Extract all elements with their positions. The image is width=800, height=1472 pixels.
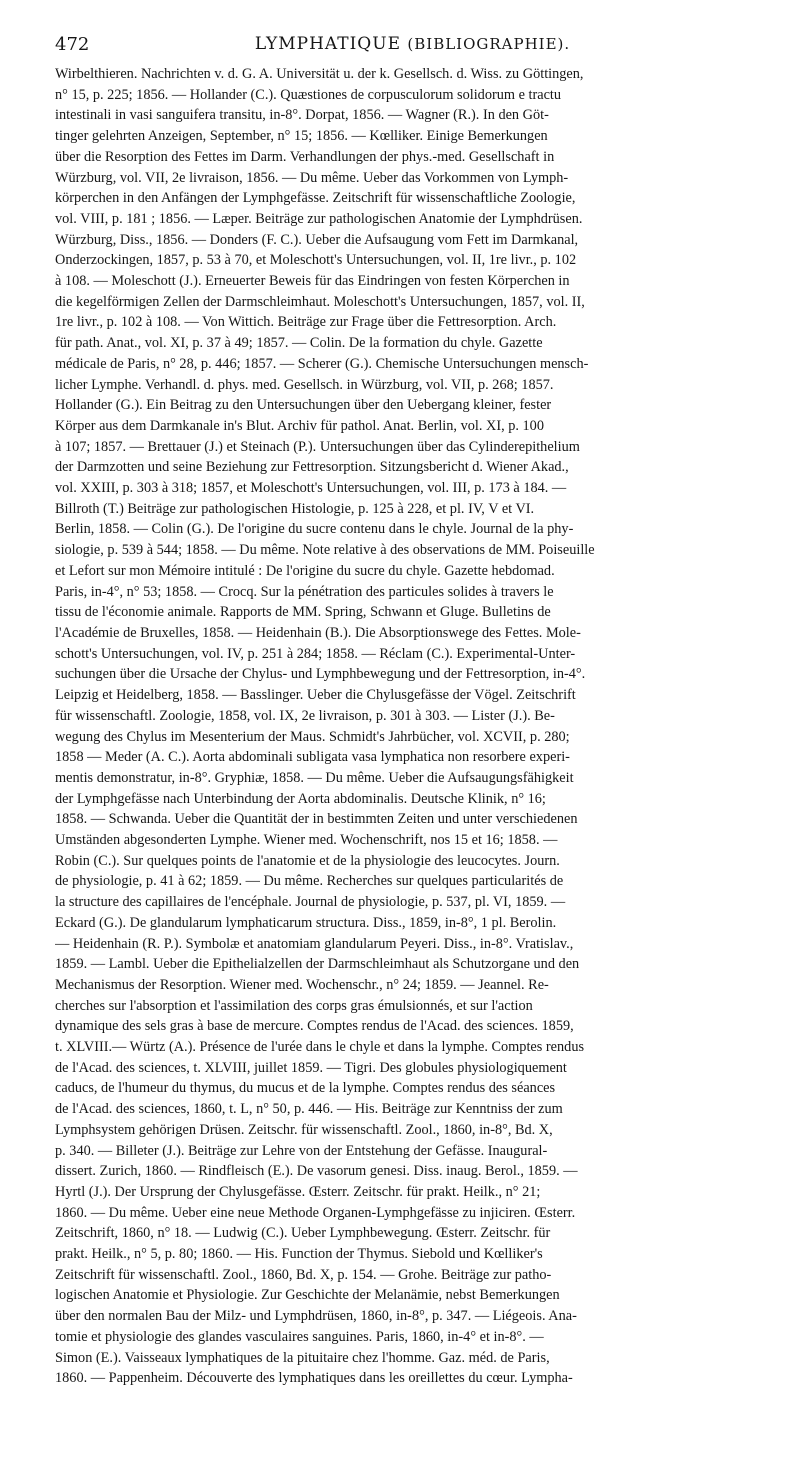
text-line: Onderzockingen, 1857, p. 53 à 70, et Moleschott's Untersuchungen, vol. II, 1re livr., p. 102 [55, 252, 577, 269]
text-line: caducs, de l'humeur du thymus, du mucus et de la lymphe. Comptes rendus des séances [55, 1080, 556, 1097]
text-line: der Lymphgefässe nach Unterbindung der Aorta abdominalis. Deutsche Klinik, n° 16; [55, 790, 546, 807]
text-line: médicale de Paris, n° 28, p. 446; 1857. — Scherer (G.). Chemische Untersuchungen mensch- [55, 355, 589, 372]
text-line: vol. XXIII, p. 303 à 318; 1857, et Moleschott's Untersuchungen, vol. III, p. 173 à 184. — [55, 480, 567, 497]
text-line: der Darmzotten und seine Beziehung zur Fettresorption. Sitzungsbericht d. Wiener Akad., [55, 459, 569, 476]
text-line: logischen Anatomie et Physiologie. Zur Geschichte der Melanämie, nebst Bemerkungen [55, 1287, 560, 1304]
text-line: vol. VIII, p. 181 ; 1856. — Læper. Beiträge zur pathologischen Anatomie der Lymphdrüsen. [55, 210, 583, 227]
text-line: mentis demonstratur, in-8°. Gryphiæ, 1858. — Du même. Ueber die Aufsaugungsfähigkeit [55, 769, 574, 786]
text-line: für path. Anat., vol. XI, p. 37 à 49; 1857. — Colin. De la formation du chyle. Gazette [55, 335, 543, 352]
text-line: Billroth (T.) Beiträge zur pathologischen Histologie, p. 125 à 228, et pl. IV, V et VI. [55, 500, 535, 517]
text-line: schott's Untersuchungen, vol. IV, p. 251 à 284; 1858. — Réclam (C.). Experimental-Unter- [55, 645, 576, 662]
text-line: cherches sur l'absorption et l'assimilation des corps gras émulsionnés, et sur l'action [55, 997, 533, 1014]
text-line: 1859. — Lambl. Ueber die Epithelialzellen der Darmschleimhaut als Schutzorgane und den [55, 956, 580, 973]
running-title-main: LYMPHATIQUE [254, 34, 401, 54]
text-line: Würzburg, Diss., 1856. — Donders (F. C.). Ueber die Aufsaugung vom Fett im Darmkanal, [55, 231, 579, 248]
text-line: suchungen über die Ursache der Chylus- und Lymphbewegung und der Fettresorption, in-4°. [55, 666, 586, 683]
text-line: l'Académie de Bruxelles, 1858. — Heidenhain (B.). Die Absorptionswege des Fettes. Mole- [55, 624, 581, 641]
text-line: n° 15, p. 225; 1856. — Hollander (C.). Quæstiones de corpusculorum solidorum e tractu [55, 86, 562, 103]
text-line: la structure des capillaires de l'encéphale. Journal de physiologie, p. 537, pl. VI, 1859. — [55, 894, 566, 911]
text-line: Hyrtl (J.). Der Ursprung der Chylusgefässe. Œsterr. Zeitschr. für prakt. Heilk., n° 21; [55, 1183, 541, 1200]
text-line: à 108. — Moleschott (J.). Erneuerter Beweis für das Eindringen von festen Körperchen in [55, 273, 570, 290]
text-line: Wirbelthieren. Nachrichten v. d. G. A. Universität u. der k. Gesellsch. d. Wiss. zu Göttingen, [55, 66, 584, 82]
text-line: licher Lymphe. Verhandl. d. phys. med. Gesellsch. in Würzburg, vol. VII, p. 268; 1857. [55, 376, 554, 393]
text-line: Würzburg, vol. VII, 2e livraison, 1856. — Du même. Ueber das Vorkommen von Lymph- [55, 169, 569, 186]
text-line: siologie, p. 539 à 544; 1858. — Du même. Note relative à des observations de MM. Poiseuille [55, 542, 595, 559]
text-line: die kegelförmigen Zellen der Darmschleimhaut. Moleschott's Untersuchungen, 1857, vol. II, [55, 293, 585, 310]
text-line: dynamique des sels gras à base de mercure. Comptes rendus de l'Acad. des sciences. 1859, [55, 1018, 574, 1035]
running-title-subtitle: (BIBLIOGRAPHIE). [407, 35, 571, 53]
text-line: dissert. Zurich, 1860. — Rindfleisch (E.). De vasorum genesi. Diss. inaug. Berol., 1859. — [55, 1163, 578, 1180]
text-line: t. XLVIII.— Würtz (A.). Présence de l'urée dans le chyle et dans la lymphe. Comptes rendus [55, 1039, 585, 1056]
text-line: — Heidenhain (R. P.). Symbolæ et anatomiam glandularum Peyeri. Diss., in-8°. Vratislav., [55, 935, 574, 952]
text-line: für wissenschaftl. Zoologie, 1858, vol. IX, 2e livraison, p. 301 à 303. — Lister (J.). Be- [55, 707, 555, 724]
page-number: 472 [55, 34, 90, 55]
text-line: à 107; 1857. — Brettauer (J.) et Steinach (P.). Untersuchungen über das Cylinderepithelium [55, 438, 580, 455]
text-line: 1858 — Meder (A. C.). Aorta abdominali subligata vasa lymphatica non resorbere experi- [55, 749, 570, 766]
text-line: tinger gelehrten Anzeigen, September, n° 15; 1856. — Kœlliker. Einige Bemerkungen [55, 128, 548, 145]
text-line: Leipzig et Heidelberg, 1858. — Basslinger. Ueber die Chylusgefässe der Vögel. Zeitschrift [55, 687, 576, 704]
text-line: tomie et physiologie des glandes vasculaires sanguines. Paris, 1860, in-4° et in-8°. — [55, 1328, 544, 1345]
text-line: Lymphsystem gehörigen Drüsen. Zeitschr. für wissenschaftl. Zool., 1860, in-8°, Bd. X, [55, 1121, 553, 1138]
text-line: über den normalen Bau der Milz- und Lymphdrüsen, 1860, in-8°, p. 347. — Liégeois. Ana- [55, 1308, 577, 1325]
text-line: körperchen in den Anfängen der Lymphgefässe. Zeitschrift für wissenschaftliche Zoologie, [55, 190, 576, 207]
text-line: de physiologie, p. 41 à 62; 1859. — Du même. Recherches sur quelques particularités de [55, 873, 564, 890]
text-line: Umständen abgesonderten Lymphe. Wiener med. Wochenschrift, nos 15 et 16; 1858. — [55, 832, 558, 849]
text-line: Körper aus dem Darmkanale in's Blut. Archiv für pathol. Anat. Berlin, vol. XI, p. 100 [55, 417, 544, 434]
text-line: 1860. — Du même. Ueber eine neue Methode Organen-Lymphgefässe zu injiciren. Œsterr. [55, 1204, 576, 1221]
text-line: p. 340. — Billeter (J.). Beiträge zur Lehre von der Entstehung der Gefässe. Inaugural- [55, 1142, 548, 1159]
text-line: Mechanismus der Resorption. Wiener med. Wochenschr., n° 24; 1859. — Jeannel. Re- [55, 976, 549, 993]
text-line: Paris, in-4°, n° 53; 1858. — Crocq. Sur la pénétration des particules solides à travers le [55, 583, 554, 600]
text-line: über die Resorption des Fettes im Darm. Verhandlungen der phys.-med. Gesellschaft in [55, 148, 555, 165]
text-line: tissu de l'économie animale. Rapports de MM. Spring, Schwann et Gluge. Bulletins de [55, 604, 551, 621]
text-line: intestinali in vasi sanguifera transitu, in-8°. Dorpat, 1856. — Wagner (R.). In den Göt- [55, 107, 549, 124]
text-line: 1860. — Pappenheim. Découverte des lymphatiques dans les oreillettes du cœur. Lympha- [55, 1370, 573, 1387]
text-line: Eckard (G.). De glandularum lymphaticarum structura. Diss., 1859, in-8°, 1 pl. Berolin. [55, 914, 557, 931]
text-line: prakt. Heilk., n° 5, p. 80; 1860. — His. Function der Thymus. Siebold und Kœlliker's [55, 1246, 543, 1263]
text-line: de l'Acad. des sciences, t. XLVIII, juillet 1859. — Tigri. Des globules physiologiquement [55, 1059, 567, 1076]
text-line: de l'Acad. des sciences, 1860, t. L, n° 50, p. 446. — His. Beiträge zur Kenntniss der zum [55, 1101, 563, 1118]
text-line: Robin (C.). Sur quelques points de l'anatomie et de la physiologie des leucocytes. Journ. [55, 852, 560, 869]
running-title [55, 34, 770, 54]
text-line: wegung des Chylus im Mesenterium der Maus. Schmidt's Jahrbücher, vol. XCVII, p. 280; [55, 728, 570, 745]
text-line: 1858. — Schwanda. Ueber die Quantität der in bestimmten Zeiten und unter verschiedenen [55, 811, 578, 828]
bibliography-text [55, 64, 770, 1389]
page-header [55, 30, 770, 64]
text-line: et Lefort sur mon Mémoire intitulé : De l'origine du sucre du chyle. Gazette hebdomad. [55, 562, 555, 579]
text-line: Hollander (G.). Ein Beitrag zu den Untersuchungen über den Uebergang kleiner, fester [55, 397, 552, 414]
text-line: Zeitschrift, 1860, n° 18. — Ludwig (C.). Ueber Lymphbewegung. Œsterr. Zeitschr. für [55, 1225, 551, 1242]
text-line: Simon (E.). Vaisseaux lymphatiques de la pituitaire chez l'homme. Gaz. méd. de Paris, [55, 1349, 550, 1366]
text-line: Zeitschrift für wissenschaftl. Zool., 1860, Bd. X, p. 154. — Grohe. Beiträge zur patho- [55, 1266, 552, 1283]
text-line: 1re livr., p. 102 à 108. — Von Wittich. Beiträge zur Frage über die Fettresorption. Arch. [55, 314, 557, 331]
text-line: Berlin, 1858. — Colin (G.). De l'origine du sucre contenu dans le chyle. Journal de la phy- [55, 521, 574, 538]
